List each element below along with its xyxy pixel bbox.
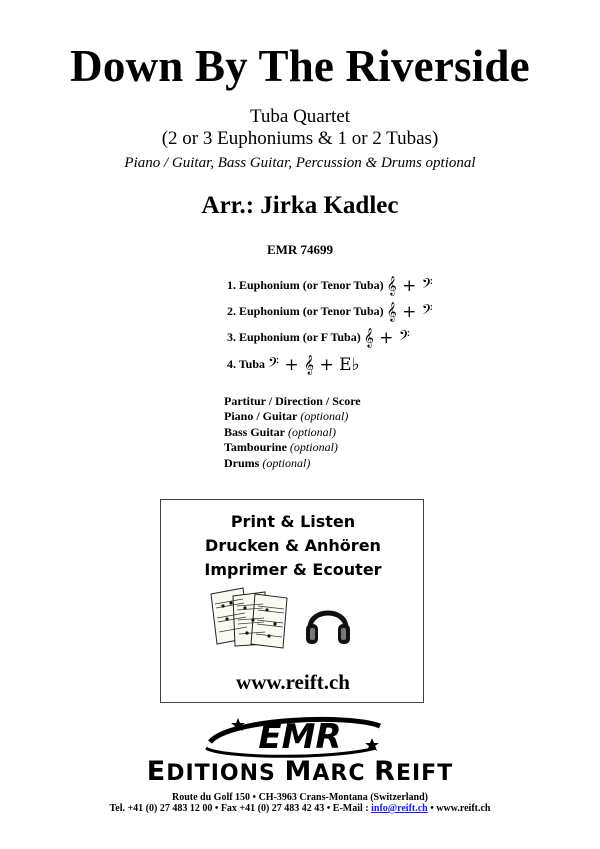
- part-item: [227, 356, 360, 373]
- extra-item: [224, 409, 348, 425]
- extra-note: (optional): [300, 409, 349, 423]
- emr-logo: [140, 712, 460, 762]
- extra-name: Piano / Guitar: [224, 409, 298, 423]
- promo-line-english: Print & Listen: [230, 512, 356, 531]
- emr-logo-text: EMR: [258, 717, 342, 757]
- promo-line-french: Imprimer & Ecouter: [204, 560, 382, 579]
- extra-item: [224, 425, 336, 441]
- part-item: [227, 329, 410, 346]
- part-item: [227, 277, 433, 294]
- contact-phone-fax: Tel. +41 (0) 27 483 12 00 • Fax +41 (0) 27 483 42 43 • E-Mail :: [109, 803, 372, 814]
- clef-icons: 𝄢 + 𝄞 + E♭: [268, 355, 360, 375]
- contact-website: • www.reift.ch: [427, 803, 491, 814]
- publisher-address: Route du Golf 150 • CH-3963 Crans-Montana (Switzerland): [172, 792, 428, 803]
- instrumentation-line: (2 or 3 Euphoniums & 1 or 2 Tubas): [161, 128, 439, 149]
- score-subtitle: Tuba Quartet: [249, 106, 351, 127]
- clef-icons: 𝄞 + 𝄢: [386, 302, 433, 322]
- extra-item: [224, 394, 361, 410]
- extra-note: (optional): [289, 440, 338, 454]
- extra-item: [224, 456, 310, 472]
- publisher-name: EDITIONS MARC REIFT: [146, 756, 454, 787]
- clef-icons: 𝄞 + 𝄢: [363, 328, 410, 348]
- publisher-contact: [0, 802, 600, 815]
- part-label: 1. Euphonium (or Tenor Tuba): [227, 278, 384, 292]
- optional-instruments-line: Piano / Guitar, Bass Guitar, Percussion & Drums optional: [124, 155, 476, 171]
- extra-name: Bass Guitar: [224, 425, 286, 439]
- catalog-number: EMR 74699: [266, 242, 334, 257]
- part-item: [227, 303, 433, 320]
- extra-name: Drums: [224, 456, 260, 470]
- extra-note: (optional): [288, 425, 337, 439]
- email-link[interactable]: info@reift.ch: [371, 803, 428, 814]
- arranger-credit: Arr.: Jirka Kadlec: [201, 192, 399, 219]
- print-listen-box: [160, 499, 424, 703]
- extra-note: (optional): [262, 456, 311, 470]
- part-label: 4. Tuba: [227, 357, 266, 371]
- extra-name: Partitur / Direction / Score: [224, 394, 361, 408]
- extra-item: [224, 440, 338, 456]
- clef-icons: 𝄞 + 𝄢: [386, 276, 433, 296]
- part-label: 3. Euphonium (or F Tuba): [227, 330, 361, 344]
- headphones-icon: [303, 596, 353, 650]
- score-title: Down By The Riverside: [70, 41, 530, 91]
- promo-url[interactable]: www.reift.ch: [236, 670, 350, 694]
- sheet-music-icon: [207, 586, 293, 650]
- part-label: 2. Euphonium (or Tenor Tuba): [227, 304, 384, 318]
- promo-line-german: Drucken & Anhören: [205, 536, 381, 555]
- extra-name: Tambourine: [224, 440, 287, 454]
